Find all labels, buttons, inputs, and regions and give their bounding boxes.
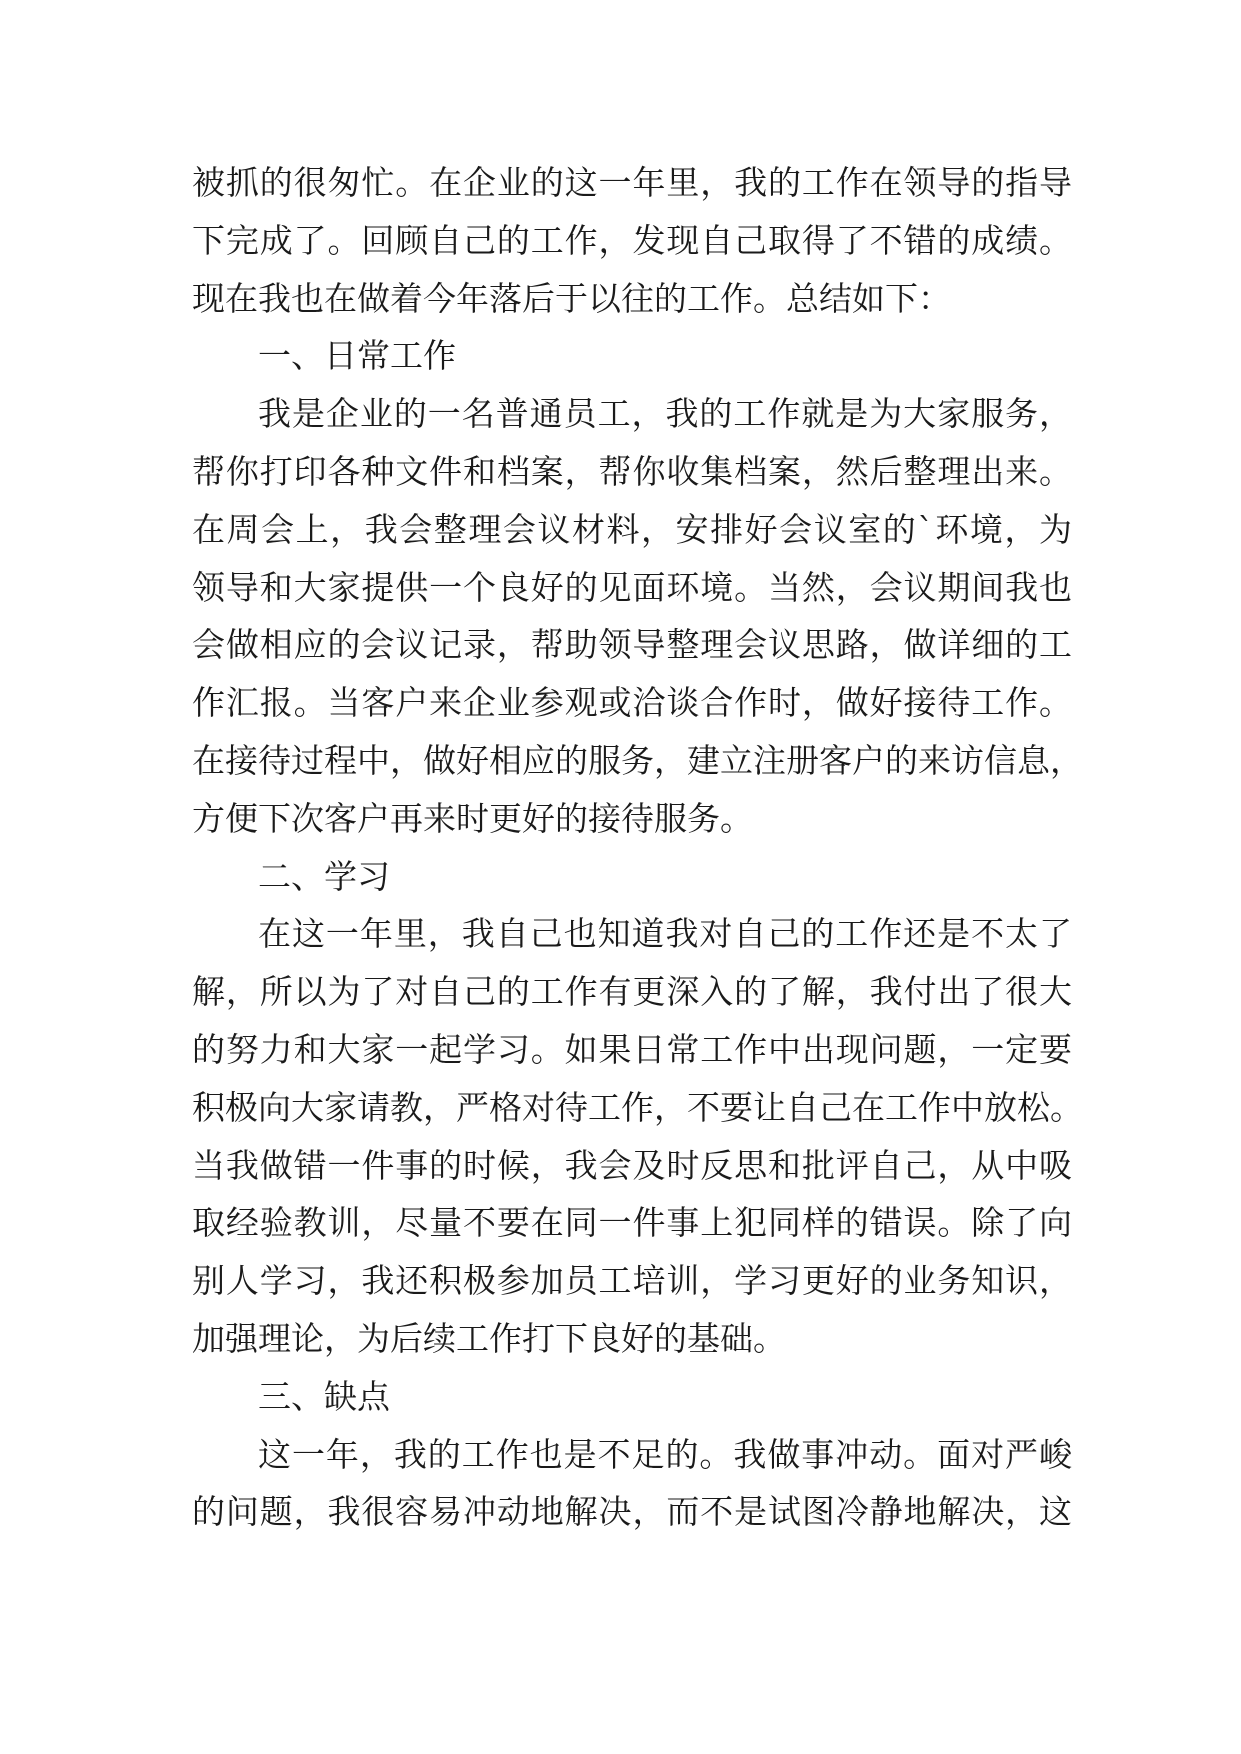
section-heading: 二、学习 bbox=[258, 856, 390, 896]
paragraph-line: 领导和大家提供一个良好的见面环境。当然，会议期间我也 bbox=[192, 567, 1072, 607]
section-heading: 三、缺点 bbox=[258, 1376, 390, 1416]
paragraph-line: 我是企业的一名普通员工，我的工作就是为大家服务， bbox=[258, 394, 1072, 434]
paragraph-line: 帮你打印各种文件和档案，帮你收集档案，然后整理出来。 bbox=[192, 451, 1072, 491]
section-heading: 一、日常工作 bbox=[258, 336, 456, 376]
paragraph-line: 积极向大家请教，严格对待工作，不要让自己在工作中放松。 bbox=[192, 1087, 1083, 1127]
paragraph-line: 加强理论，为后续工作打下良好的基础。 bbox=[192, 1318, 786, 1358]
paragraph-line: 在这一年里，我自己也知道我对自己的工作还是不太了 bbox=[258, 914, 1072, 954]
paragraph-line: 在周会上，我会整理会议材料，安排好会议室的`环境，为 bbox=[192, 509, 1072, 549]
paragraph-line: 的问题，我很容易冲动地解决，而不是试图冷静地解决，这 bbox=[192, 1492, 1072, 1532]
paragraph-line: 解，所以为了对自己的工作有更深入的了解，我付出了很大 bbox=[192, 972, 1072, 1012]
paragraph-line: 取经验教训，尽量不要在同一件事上犯同样的错误。除了向 bbox=[192, 1203, 1072, 1243]
paragraph-line: 被抓的很匆忙。在企业的这一年里，我的工作在领导的指导 bbox=[192, 163, 1072, 202]
paragraph-line: 会做相应的会议记录，帮助领导整理会议思路，做详细的工 bbox=[192, 625, 1072, 665]
document-body bbox=[192, 154, 1083, 1541]
paragraph-line: 现在我也在做着今年落后于以往的工作。总结如下： bbox=[192, 278, 951, 318]
paragraph-line: 的努力和大家一起学习。如果日常工作中出现问题，一定要 bbox=[192, 1029, 1072, 1069]
paragraph-line: 下完成了。回顾自己的工作，发现自己取得了不错的成绩。 bbox=[192, 220, 1072, 260]
paragraph-line: 在接待过程中，做好相应的服务，建立注册客户的来访信息， bbox=[192, 740, 1083, 780]
paragraph-line: 别人学习，我还积极参加员工培训，学习更好的业务知识， bbox=[192, 1261, 1072, 1301]
paragraph-line: 当我做错一件事的时候，我会及时反思和批评自己，从中吸 bbox=[192, 1145, 1072, 1185]
paragraph-line: 方便下次客户再来时更好的接待服务。 bbox=[192, 798, 753, 838]
paragraph-line: 这一年，我的工作也是不足的。我做事冲动。面对严峻 bbox=[258, 1434, 1072, 1474]
paragraph-line: 作汇报。当客户来企业参观或洽谈合作时，做好接待工作。 bbox=[192, 683, 1072, 723]
